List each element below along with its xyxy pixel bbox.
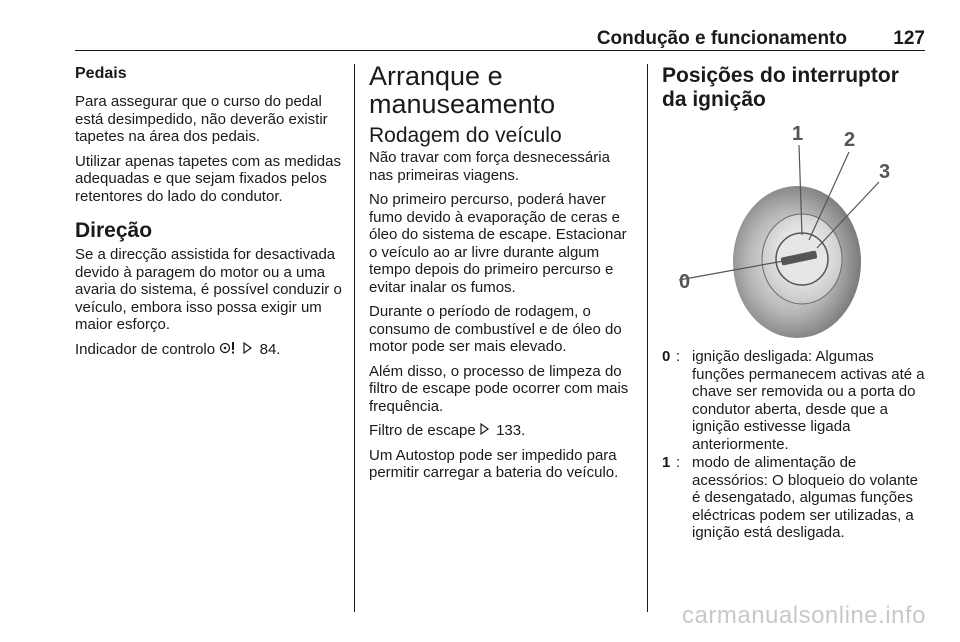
section-heading-rodagem: Rodagem do veículo <box>369 124 562 147</box>
middle-column <box>369 61 635 489</box>
paragraph: Além disso, o processo de limpeza do filtro de escape pode ocorrer com mais frequência. <box>369 362 629 415</box>
section-heading-direcao: Direção <box>75 219 153 242</box>
page-header-title: Condução e funcionamento <box>596 28 847 49</box>
paragraph: Para assegurar que o curso do pedal está desimpedido, não deverão existir tapetes na área dos pedais. <box>75 93 328 145</box>
indicator-line <box>75 341 345 359</box>
page-reference-icon <box>480 422 492 440</box>
paragraph: Um Autostop pode ser impedido para permitir carregar a bateria do veículo. <box>369 446 619 481</box>
filtro-text: Filtro de escape <box>369 422 476 439</box>
filtro-reference[interactable]: 133. <box>496 422 526 439</box>
right-column <box>662 64 927 543</box>
figure-label-1: 1 <box>792 123 804 145</box>
page-header <box>75 24 925 50</box>
paragraph: No primeiro percurso, poderá haver fumo devido à evaporação de ceras e óleo do sistema de escape. Estacionar o veículo ao ar livre durante algum tempo depois do primeiro percurso e evitar inalar os fumos. <box>369 191 627 296</box>
filtro-line <box>369 422 635 440</box>
page-reference-icon <box>243 341 255 359</box>
definition-number: 0 <box>662 348 671 365</box>
paragraph: Utilizar apenas tapetes com as medidas adequadas e que sejam fixados pelos retentores do lado do condutor. <box>75 152 341 205</box>
column-divider-1 <box>354 64 355 612</box>
paragraph: Não travar com força desnecessária nas primeiras viagens. <box>369 149 610 184</box>
definition-separator: : <box>676 454 681 471</box>
definition-number: 1 <box>662 454 671 471</box>
column-divider-2 <box>647 64 648 612</box>
page-number: 127 <box>893 28 925 49</box>
paragraph: Se a direcção assistida for desactivada devido à paragem do motor ou a uma avaria do sistema, é possível conduzir o veículo, embora isso possa exigir um maior esforço. <box>75 246 342 333</box>
paragraph: Durante o período de rodagem, o consumo de combustível e de óleo do motor pode ser mais elevado. <box>369 303 622 355</box>
header-rule <box>75 50 925 51</box>
left-column <box>75 64 345 365</box>
indicator-text: Indicador de controlo <box>75 340 216 358</box>
definition-item <box>662 454 927 542</box>
indicator-reference[interactable]: 84. <box>259 340 281 358</box>
steering-warning-icon <box>219 341 239 359</box>
figure-label-2: 2 <box>844 129 856 151</box>
ignition-switch-figure <box>659 120 924 340</box>
definition-item <box>662 348 927 453</box>
figure-label-0: 0 <box>679 271 691 293</box>
definition-list <box>662 348 927 542</box>
figure-label-3: 3 <box>879 161 891 183</box>
section-heading-arranque: Arranque e manuseamento <box>369 61 556 119</box>
section-heading-pedais: Pedais <box>75 65 127 82</box>
watermark: carmanualsonline.info <box>682 602 926 629</box>
section-heading-posicoes: Posições do interruptor da ignição <box>662 64 899 111</box>
definition-text: ignição desligada: Algumas funções permanecem activas até a chave ser removida ou a porta do condutor aberta, desde que a ignição estivesse ligada anteriormente. <box>692 348 925 453</box>
definition-separator: : <box>676 348 681 365</box>
definition-text: modo de alimentação de acessórios: O bloqueio do volante é desengatado, algumas funções eléctricas podem ser utilizadas, a ignição está desligada. <box>692 454 918 541</box>
